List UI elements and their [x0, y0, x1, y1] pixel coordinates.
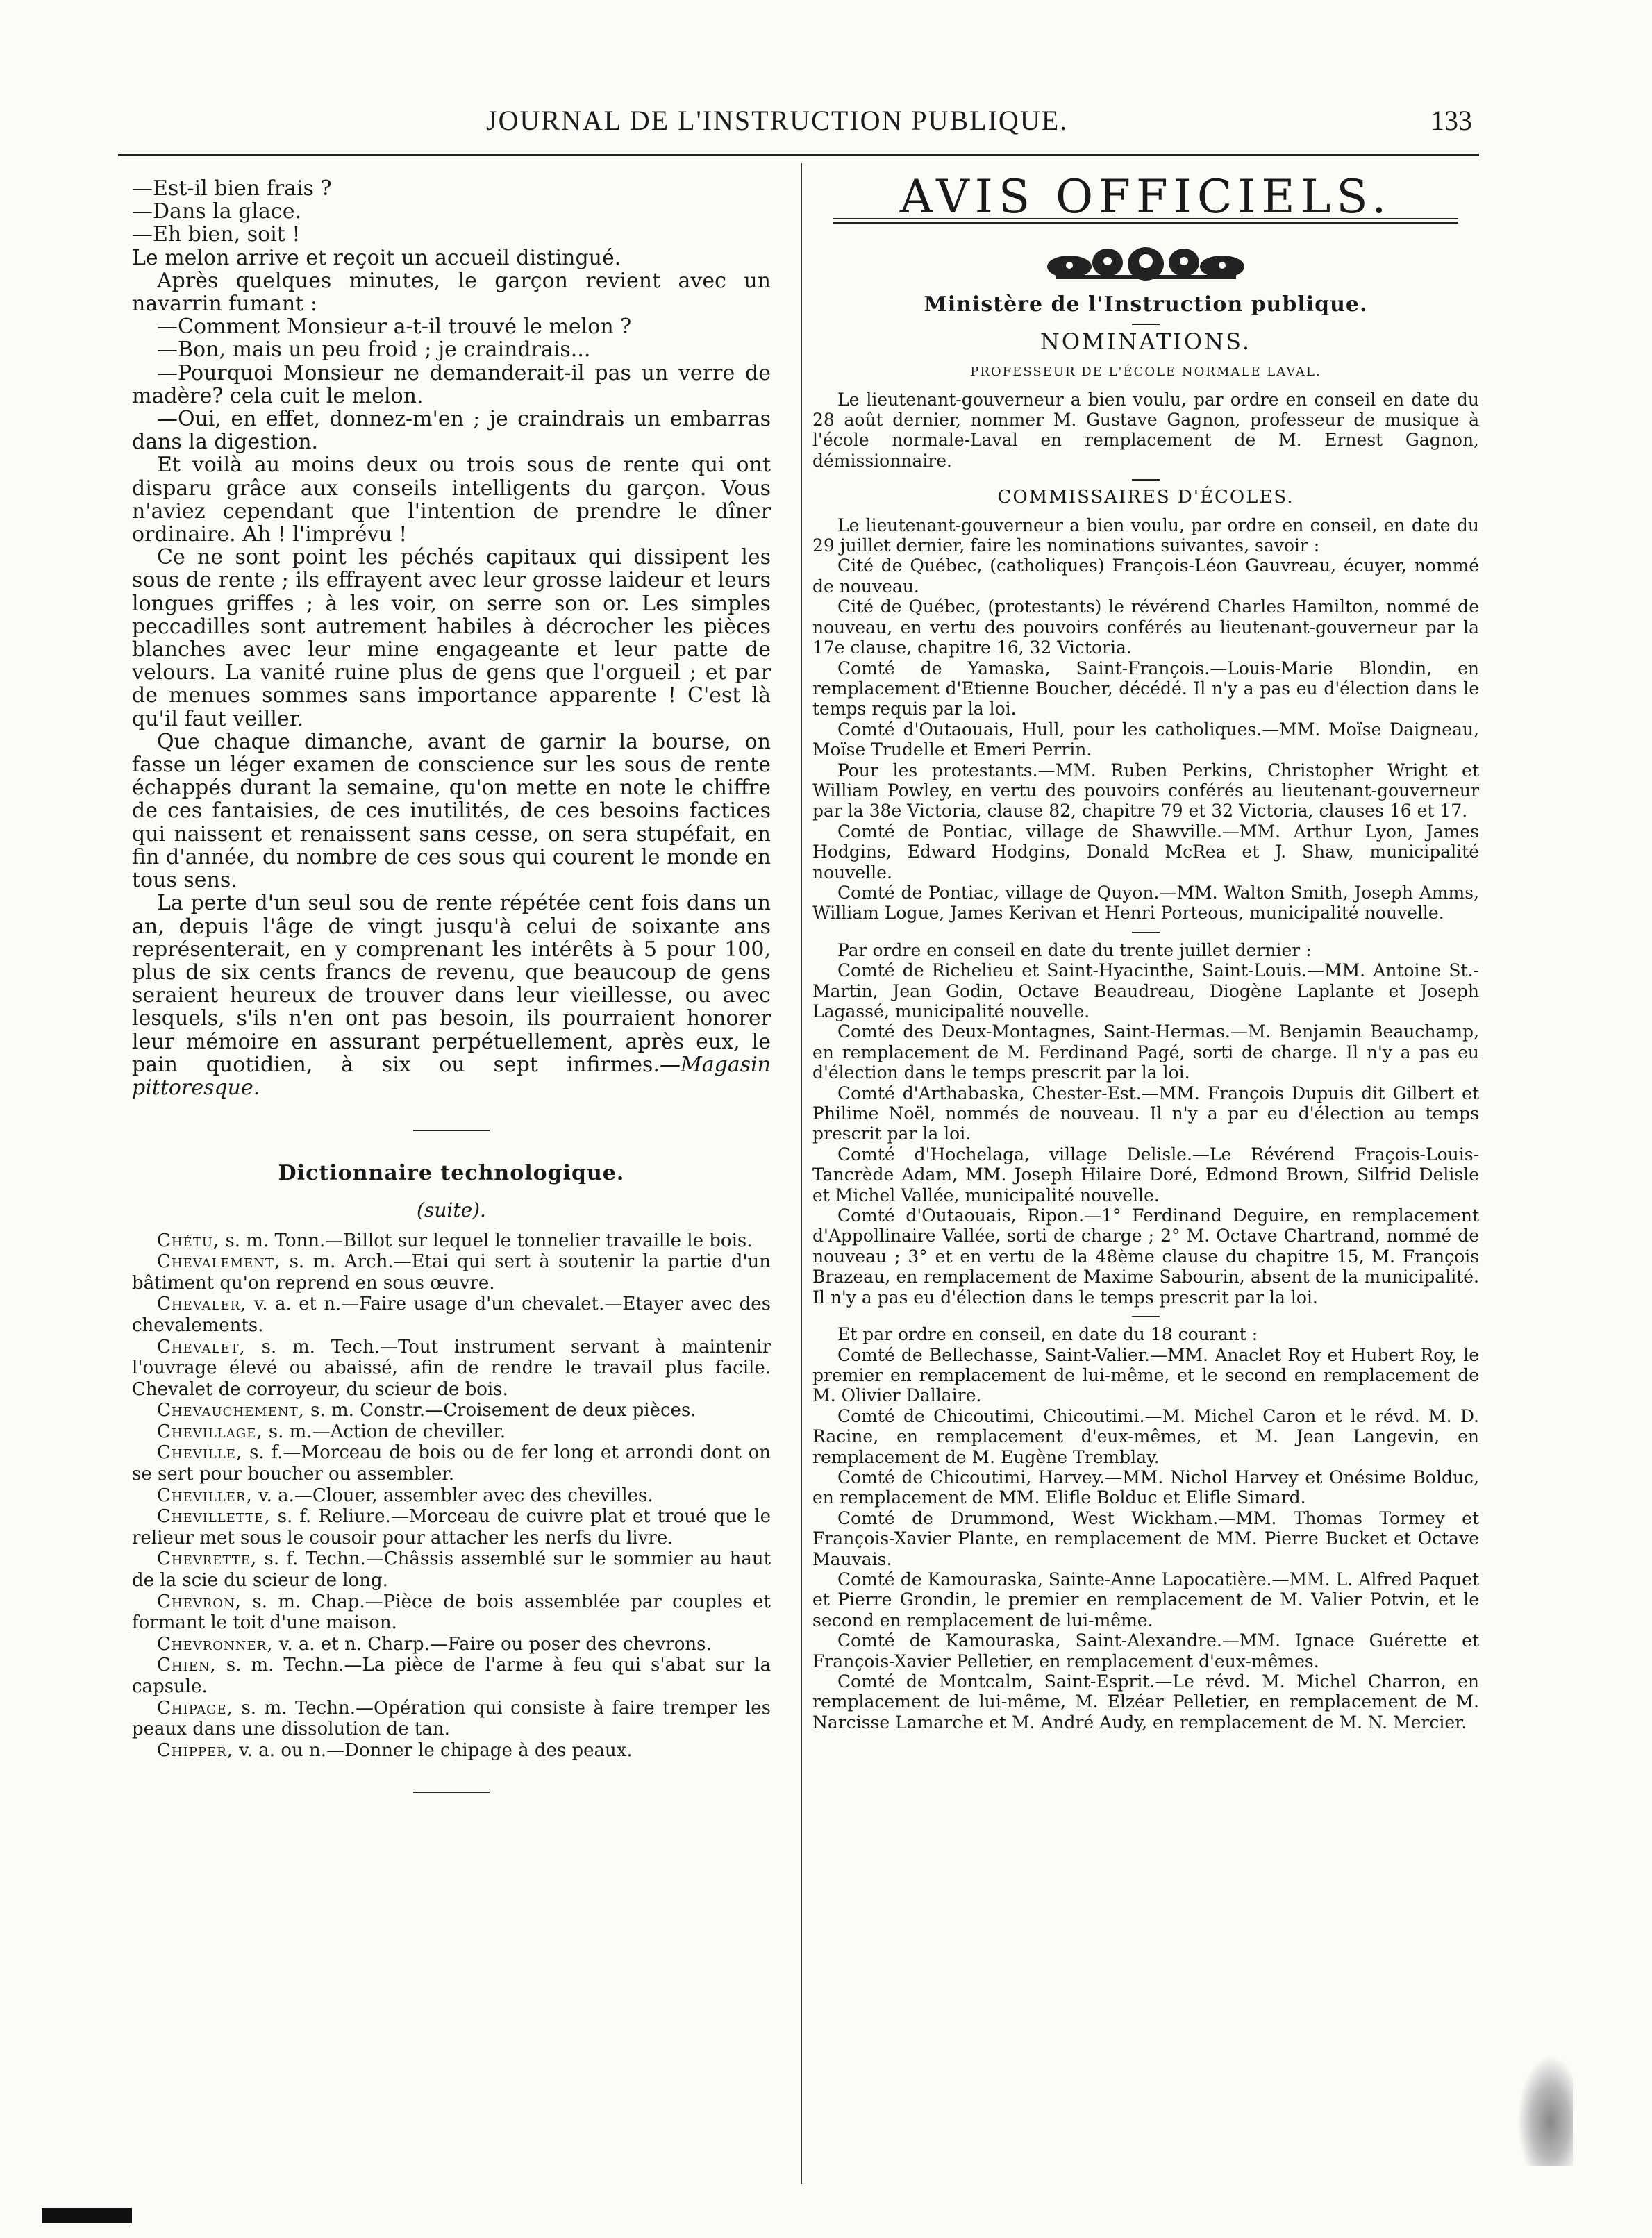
dictionary-entry: [132, 1698, 771, 1740]
paragraph: Comté de Chicoutimi, Chicoutimi.—M. Michel Caron et le révd. M. D. Racine, en remplacement d'eux-mêmes, et M. Jean Langevin, en remplacement de M. Eugène Tremblay.: [812, 1405, 1479, 1467]
dictionary-entry: [132, 1506, 771, 1548]
entry-text: v. a. et n. Charp.—Faire ou poser des chevrons.: [278, 1633, 712, 1655]
professeur-heading: PROFESSEUR DE L'ÉCOLE NORMALE LAVAL.: [970, 365, 1321, 380]
entry-term: Chevronner,: [157, 1633, 274, 1655]
entry-text: s. f.—Morceau de bois ou de fer long et arrondi dont on se sert pour boucher ou assembler.: [132, 1442, 771, 1485]
entry-text: s. m. Constr.—Croisement de deux pièces.: [310, 1400, 696, 1421]
paragraph: —Eh bien, soit !: [132, 222, 301, 247]
dictionary-entry: [132, 1655, 771, 1697]
paragraph: Par ordre en conseil en date du trente juillet dernier :: [837, 940, 1312, 960]
dictionary-entry: [132, 1294, 771, 1336]
entry-text: v. a. ou n.—Donner le chipage à des peaux.: [239, 1739, 633, 1761]
entry-text: v. a.—Clouer, assembler avec des chevilles.: [258, 1485, 653, 1506]
section-rule: [1132, 1316, 1160, 1317]
nominations-heading: NOMINATIONS.: [1040, 328, 1252, 355]
paragraph: Et voilà au moins deux ou trois sous de rente qui ont disparu grâce aux conseils intelligents du garçon. Vous n'aviez cependant que l'intention de prendre le dîner ordinaire. Ah ! l'imprévu !: [132, 453, 771, 547]
journal-title: JOURNAL DE L'INSTRUCTION PUBLIQUE.: [486, 105, 1069, 136]
dictionary-entry: [132, 1230, 771, 1252]
paragraph: Comté de Bellechasse, Saint-Valier.—MM. Anaclet Roy et Hubert Roy, le premier en remplacement de lui-même, et le second en remplacement de M. Olivier Dallaire.: [812, 1344, 1479, 1406]
entry-term: Chevrette,: [157, 1548, 258, 1570]
entry-term: Chevauchement,: [157, 1400, 305, 1421]
paragraph: Et par ordre en conseil, en date du 18 courant :: [837, 1324, 1258, 1345]
paragraph: Le lieutenant-gouverneur a bien voulu, par ordre en conseil, en date du 29 juillet dernier, faire les nominations suivantes, savoir :: [812, 515, 1479, 556]
ministere-heading: Ministère de l'Instruction publique.: [924, 292, 1368, 317]
paragraph: Comté d'Outaouais, Hull, pour les catholiques.—MM. Moïse Daigneau, Moïse Trudelle et Emeri Perrin.: [812, 719, 1479, 760]
paragraph: Que chaque dimanche, avant de garnir la bourse, on fasse un léger examen de conscience sur les sous de rente échappés durant la semaine, qu'on mette en note le chiffre de ces fantaisies, de ces inutilités, de ces besoins factices qui naissent et renaissent sans cesse, on sera stupéfait, en fin d'année, du nombre de ces sous qui courent le monde en tous sens.: [132, 729, 771, 893]
entry-text: s. m. Techn.—Opération qui consiste à faire tremper les peaux dans une dissolution de tan.: [132, 1697, 771, 1740]
paragraph: Comté d'Hochelaga, village Delisle.—Le Révérend Fraçois-Louis-Tancrède Adam, MM. Joseph Hilaire Doré, Edmond Brown, Silfrid Delisle et Michel Vallée, municipalité nouvelle.: [812, 1144, 1479, 1205]
entry-term: Chevalement,: [157, 1251, 281, 1273]
dictionary-entry: [132, 1400, 771, 1421]
paragraph: Comté de Pontiac, village de Shawville.—MM. Arthur Lyon, James Hodgins, Edward Hodgins, Donald McRea et J. Shaw, municipalité nouvelle.: [812, 821, 1479, 883]
page-number: 133: [1430, 105, 1472, 136]
commissaires-heading: COMMISSAIRES D'ÉCOLES.: [997, 487, 1294, 508]
paragraph: Comté de Drummond, West Wickham.—MM. Thomas Tormey et François-Xavier Plante, en remplacement de MM. Pierre Bucket et Octave Mauvais.: [812, 1508, 1479, 1569]
scan-mark: [42, 2208, 132, 2223]
column-divider: [801, 163, 802, 2184]
right-column: [812, 170, 1479, 1732]
dictionary-subtitle: (suite).: [417, 1199, 486, 1222]
paragraph-text: La perte d'un seul sou de rente répétée cent fois dans un an, depuis l'âge de vingt jusqu'à celui de soixante ans représenterait, en y comprenant les intérêts à 5 pour 100, plus de six cents francs de revenu, que beaucoup de gens seraient heureux de trouver dans leur vieillesse, ou avec lesquels, s'ils n'en ont pas besoin, ils pourraient honorer leur mémoire en assurant perpétuellement, après eux, le pain quotidien, à six ou sept infirmes.: [132, 891, 771, 1077]
section-rule: [1132, 932, 1160, 933]
paragraph: Le lieutenant-gouverneur a bien voulu, par ordre en conseil en date du 28 août dernier, nommer M. Gustave Gagnon, professeur de musique à l'école normale-Laval en remplacement de M. Ernest Gagnon, démissionnaire.: [812, 389, 1479, 471]
entry-text: s. m.—Action de cheviller.: [268, 1421, 506, 1442]
paragraph: —Dans la glace.: [132, 199, 301, 224]
paragraph: Pour les protestants.—MM. Ruben Perkins, Christopher Wright et William Powley, en vertu des pouvoirs conférés au lieutenant-gouverneur par la 38e Victoria, clause 82, chapitre 79 et 32 Victoria, clauses 16 et 17.: [812, 760, 1479, 821]
dictionary-entry: [132, 1337, 771, 1401]
paragraph: Comté de Kamouraska, Sainte-Anne Lapocatière.—MM. L. Alfred Paquet et Pierre Grondin, le premier en remplacement de M. Valier Potvin, et le second en remplacement de lui-même.: [812, 1569, 1479, 1630]
ornament-icon: [1042, 243, 1250, 285]
entry-text: s. m. Tonn.—Billot sur lequel le tonnelier travaille le bois.: [225, 1230, 753, 1251]
entry-term: Chien,: [157, 1655, 217, 1676]
paragraph: Comté de Pontiac, village de Quyon.—MM. Walton Smith, Joseph Amms, William Logue, James Kerivan et Henri Porteous, municipalité nouvelle.: [812, 882, 1479, 924]
dictionary-entry: [132, 1592, 771, 1634]
section-rule: [413, 1130, 490, 1131]
dictionary-entry: [132, 1634, 771, 1655]
paragraph: Le melon arrive et reçoit un accueil distingué.: [132, 245, 621, 270]
entry-term: Chipage,: [157, 1697, 233, 1719]
paragraph-with-source: [132, 892, 771, 1099]
entry-text: s. f. Reliure.—Morceau de cuivre plat et troué que le relieur met sous le cousoir pour attacher les nerfs du livre.: [132, 1506, 771, 1548]
entry-term: Chevron,: [157, 1591, 242, 1612]
entry-term: Chevillette,: [157, 1506, 271, 1528]
avis-officiels-title: AVIS OFFICIELS.: [899, 170, 1392, 224]
entry-term: Chevalet,: [157, 1336, 246, 1358]
paragraph: Cité de Québec, (protestants) le révérend Charles Hamilton, nommé de nouveau, en vertu des pouvoirs conférés au lieutenant-gouverneur par la 17e clause, chapitre 16, 32 Victoria.: [812, 596, 1479, 658]
entry-term: Chétu,: [157, 1230, 220, 1251]
entry-text: s. m. Techn.—La pièce de l'arme à feu qui s'abat sur la capsule.: [132, 1655, 771, 1697]
dictionary-entry: [132, 1485, 771, 1507]
entry-text: s. m. Tech.—Tout instrument servant à maintenir l'ouvrage élevé ou abaissé, afin de rendre le travail plus facile. Chevalet de corroyeur, du scieur de bois.: [132, 1336, 771, 1400]
paragraph: Comté de Kamouraska, Saint-Alexandre.—MM. Ignace Guérette et François-Xavier Pelletier, en remplacement d'eux-mêmes.: [812, 1630, 1479, 1671]
paragraph: —Est-il bien frais ?: [132, 176, 332, 201]
dictionary-entry: [132, 1442, 771, 1485]
entry-term: Chevillage,: [157, 1421, 263, 1442]
section-rule: [1132, 479, 1160, 481]
paragraph: Comté de Montcalm, Saint-Esprit.—Le révd. M. Michel Charron, en remplacement de lui-même, M. Elzéar Pelletier, en remplacement de M. Narcisse Lamarche et M. André Audy, en remplacement de M. N. Mercier.: [812, 1671, 1479, 1732]
left-column: [132, 177, 771, 1823]
paragraph: Comté de Chicoutimi, Harvey.—MM. Nichol Harvey et Onésime Bolduc, en remplacement de MM. Elifle Bolduc et Elifle Simard.: [812, 1467, 1479, 1508]
paragraph: —Oui, en effet, donnez-m'en ; je craindrais un embarras dans la digestion.: [132, 407, 771, 455]
paragraph: Comté de Richelieu et Saint-Hyacinthe, Saint-Louis.—MM. Antoine St.-Martin, Jean Godin, Octave Beaudreau, Diogène Laplante et Joseph Lagassé, municipalité nouvelle.: [812, 960, 1479, 1021]
header-rule: [118, 154, 1479, 156]
dictionary-entry: [132, 1251, 771, 1294]
paragraph: Ce ne sont point les péchés capitaux qui dissipent les sous de rente ; ils effrayent avec leur grosse laideur et leurs longues griffes ; à les voir, on serre son or. Les simples peccadilles sont autrement habiles à décrocher les pièces blanches avec leur mine engageante et leur patte de velours. La vanité ruine plus de gens que l'orgueil ; et par de menues sommes sans importance apparente ! C'est là qu'il faut veiller.: [132, 545, 771, 731]
paragraph: Après quelques minutes, le garçon revient avec un navarrin fumant :: [132, 268, 771, 317]
scan-smudge: [1517, 2055, 1573, 2166]
heading-rule: [1132, 324, 1160, 325]
paragraph: Comté des Deux-Montagnes, Saint-Hermas.—M. Benjamin Beauchamp, en remplacement de M. Ferdinand Pagé, sorti de charge. Il n'y a pas eu d'élection dans le temps prescrit par la loi.: [812, 1021, 1479, 1083]
entry-text: v. a. et n.—Faire usage d'un chevalet.—Etayer avec des chevalements.: [132, 1294, 771, 1336]
end-rule: [413, 1792, 490, 1793]
paragraph: —Pourquoi Monsieur ne demanderait-il pas un verre de madère? cela cuit le melon.: [132, 360, 771, 408]
paragraph: —Comment Monsieur a-t-il trouvé le melon ?: [157, 315, 632, 340]
paragraph: Cité de Québec, (catholiques) François-Léon Gauvreau, écuyer, nommé de nouveau.: [812, 556, 1479, 596]
source-citation: —Magasin pittoresque.: [132, 1052, 771, 1100]
paragraph: Comté d'Arthabaska, Chester-Est.—MM. François Dupuis dit Gilbert et Philime Noël, nommés de nouveau. Il n'y a par eu d'élection au temps prescrit par la loi.: [812, 1083, 1479, 1144]
page-header: [125, 104, 1486, 146]
dictionary-entry: [132, 1421, 771, 1443]
entry-term: Cheviller,: [157, 1485, 253, 1506]
entry-text: s. m. Chap.—Pièce de bois assemblée par couples et formant le toit d'une maison.: [132, 1591, 771, 1634]
dictionary-entry: [132, 1740, 771, 1762]
entry-text: s. f. Techn.—Châssis assemblé sur le sommier au haut de la scie du scieur de long.: [132, 1548, 771, 1592]
entry-term: Chipper,: [157, 1739, 233, 1761]
dictionary-entry: [132, 1548, 771, 1591]
dictionary-title: Dictionnaire technologique.: [278, 1161, 625, 1186]
paragraph: Comté de Yamaska, Saint-François.—Louis-Marie Blondin, en remplacement d'Etienne Boucher, décédé. Il n'y a pas eu d'élection dans le temps requis par la loi.: [812, 658, 1479, 719]
paragraph: —Bon, mais un peu froid ; je craindrais...: [157, 337, 591, 362]
paragraph: Comté d'Outaouais, Ripon.—1° Ferdinand Deguire, en remplacement d'Appollinaire Vallée, sorti de charge ; 2° M. Octave Chartrand, nommé de nouveau ; 3° et en vertu de la 48ème clause du chapitre 15, M. François Brazeau, en remplacement de Maxime Sabourin, absent de la municipalité. Il n'y a pas eu d'élection dans le temps prescrit par la loi.: [812, 1205, 1479, 1308]
entry-term: Cheville,: [157, 1442, 243, 1464]
entry-term: Chevaler,: [157, 1294, 247, 1315]
entry-text: s. m. Arch.—Etai qui sert à soutenir la partie d'un bâtiment qu'on reprend en sous œuvre.: [132, 1251, 771, 1294]
